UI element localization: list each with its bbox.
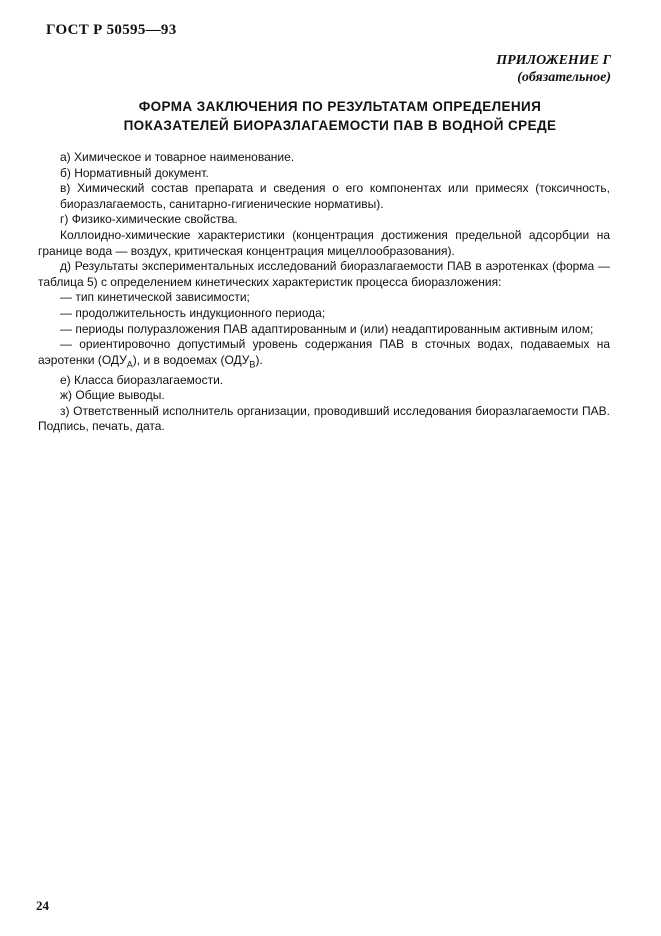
- item-z: [38, 404, 610, 435]
- item-g-detail-text: Коллоидно-химические характеристики (концентрация достижения предельной адсорбции на границе вода — воздух, критическая концентрация мицеллообразования).: [38, 227, 610, 258]
- document-body: [38, 150, 610, 435]
- item-d4-subscript-v: В: [249, 359, 256, 370]
- item-d2: — продолжительность индукционного периода;: [60, 305, 326, 320]
- item-z-text: з) Ответственный исполнитель организации, проводивший исследования биоразлагаемости ПАВ. Подпись, печать, дата.: [38, 403, 610, 434]
- item-v-text: в) Химический состав препарата и сведения о его компонентах или примесях (токсичность, биоразлагаемость, санитарно-гигиенические нормативы).: [60, 181, 610, 211]
- document-title: [60, 97, 620, 135]
- item-d1: — тип кинетической зависимости;: [60, 290, 250, 305]
- item-g: г) Физико-химические свойства.: [60, 212, 238, 227]
- title-line-2: ПОКАЗАТЕЛЕЙ БИОРАЗЛАГАЕМОСТИ ПАВ В ВОДНОЙ СРЕДЕ: [123, 118, 557, 133]
- item-e: е) Класса биоразлагаемости.: [60, 372, 224, 387]
- item-d4-subscript-a: А: [126, 359, 133, 370]
- item-d: [38, 259, 610, 290]
- item-zh: ж) Общие выводы.: [60, 388, 165, 403]
- item-v: [38, 181, 610, 212]
- title-line-1: ФОРМА ЗАКЛЮЧЕНИЯ ПО РЕЗУЛЬТАТАМ ОПРЕДЕЛЕНИЯ: [138, 99, 542, 114]
- item-b: б) Нормативный документ.: [60, 165, 209, 180]
- item-d-text: д) Результаты экспериментальных исследований биоразлагаемости ПАВ в аэротенках (форма — таблица 5) с определением кинетических характеристик процесса биоразложения:: [38, 259, 610, 289]
- item-d4-text-2: ), и в водоемах (ОДУ: [132, 352, 250, 367]
- item-d3: [38, 322, 610, 338]
- item-d4: [38, 337, 610, 373]
- item-d4-text-3: ).: [255, 352, 263, 367]
- item-d4-text-1: — ориентировочно допустимый уровень содержания ПАВ в сточных водах, подаваемых на аэротенки (ОДУ: [38, 337, 610, 367]
- appendix-label: [496, 52, 611, 86]
- standard-code: ГОСТ Р 50595—93: [46, 22, 177, 38]
- item-a: а) Химическое и товарное наименование.: [60, 150, 295, 164]
- appendix-title: ПРИЛОЖЕНИЕ Г: [496, 53, 611, 68]
- appendix-subtitle: (обязательное): [517, 70, 611, 85]
- page-number: 24: [36, 898, 49, 913]
- item-d3-text: — периоды полуразложения ПАВ адаптированным и (или) неадаптированным активным илом;: [60, 321, 594, 336]
- item-g-detail: [38, 228, 610, 259]
